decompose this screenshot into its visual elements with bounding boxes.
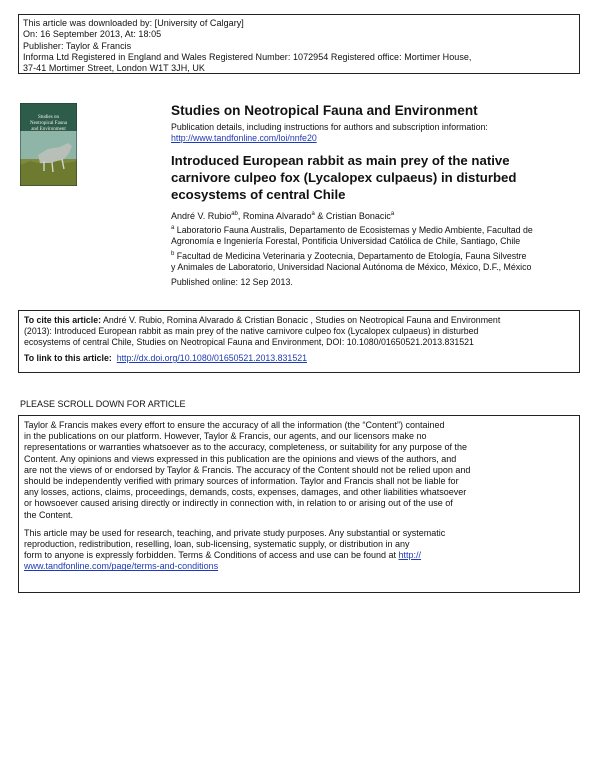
terms-line: This article may be used for research, teaching, and private study purposes. Any substantial or systematic [24,527,446,538]
download-notice-line: On: 16 September 2013, At: 18:05 [23,29,162,40]
author-affiliation-mark: ab [231,211,238,217]
publication-details-text: Publication details, including instructions for authors and subscription information: [171,122,488,132]
article-title-line: Introduced European rabbit as main prey of the native [171,153,510,168]
publication-details [171,122,488,144]
terms-line: form to anyone is expressly forbidden. Terms & Conditions of access and use can be found at [24,550,399,561]
download-notice-box [18,14,580,74]
journal-url-link[interactable]: http://www.tandfonline.com/loi/nnfe20 [171,133,317,143]
disclaimer-paragraph [24,420,574,521]
disclaimer-line: Taylor & Francis makes every effort to ensure the accuracy of all the information (the “Content”) contained [24,420,445,430]
author-affiliation-mark: a [311,211,315,217]
affiliation-text: Agronomía e Ingeniería Forestal, Pontificia Universidad Católica de Chile, Santiago, Chile [171,236,521,246]
article-title-line: ecosystems of central Chile [171,187,346,202]
author-separator: & [314,211,326,221]
affiliation-mark: b [171,251,175,257]
disclaimer-line: any losses, actions, claims, proceedings, demands, costs, expenses, damages, and other liabilities whatsoever [24,487,467,498]
disclaimer-line: or howsoever caused arising directly or indirectly in connection with, in relation to or arising out of the use of [24,498,453,509]
disclaimer-line: are not the views of or endorsed by Taylor & Francis. The accuracy of the Content should not be relied upon and [24,464,471,475]
cite-text: ecosystems of central Chile, Studies on Neotropical Fauna and Environment, DOI: 10.1080/01650521.2013.831521 [24,337,474,347]
cite-text: André V. Rubio, Romina Alvarado & Cristian Bonacic , Studies on Neotropical Fauna and Environment [101,315,501,325]
disclaimer-box [18,415,580,593]
download-notice-line: 37-41 Mortimer Street, London W1T 3JH, UK [23,63,205,74]
article-title [171,152,516,203]
disclaimer-line: in the publications on our platform. However, Taylor & Francis, our agents, and our licensors make no [24,431,427,442]
cover-title-line: and Environment [31,127,66,132]
affiliation-a [171,225,533,247]
author-list [171,211,394,222]
disclaimer-line: the Content. [24,509,74,520]
download-notice-line: Publisher: Taylor & Francis [23,40,132,51]
disclaimer-line: Content. Any opinions and views expressed in this publication are the opinions and views of the authors, and [24,453,457,464]
disclaimer-line: should be independently verified with primary sources of information. Taylor and Francis shall not be liable for [24,476,459,487]
affiliation-text: y Animales de Laboratorio, Universidad Nacional Autónoma de México, México, D.F., México [171,262,532,272]
scroll-notice: PLEASE SCROLL DOWN FOR ARTICLE [20,399,186,409]
affiliation-text: Facultad de Medicina Veterinaria y Zootecnia, Departamento de Etología, Fauna Silvestre [176,251,527,261]
cover-title-line: Studies on [38,115,59,120]
author-name: Cristian Bonacic [325,211,391,221]
author-affiliation-mark: a [390,211,395,217]
author-separator: , [237,211,243,221]
download-notice-line: This article was downloaded by: [University of Calgary] [23,18,244,28]
article-title-line: carnivore culpeo fox (Lycalopex culpaeus) in disturbed [171,170,517,185]
journal-cover-art [20,103,77,186]
journal-cover-image [20,103,77,186]
terms-link-part[interactable]: http:// [398,550,422,561]
affiliation-mark: a [171,225,175,231]
disclaimer-line: representations or warranties whatsoever as to the accuracy, completeness, or suitability for any purpose of the [24,442,468,453]
cite-label: To cite this article: [24,315,102,325]
affiliation-text: Laboratorio Fauna Australis, Departamento de Ecosistemas y Medio Ambiente, Facultad de [176,225,533,235]
cite-text: (2013): Introduced European rabbit as main prey of the native carnivore culpeo fox (Lycalopex culpaeus) in disturbed [24,326,479,336]
affiliation-b [171,251,531,273]
citation-box [18,310,580,373]
terms-link[interactable]: www.tandfonline.com/page/terms-and-conditions [24,561,219,572]
cover-title-line: Neotropical Fauna [29,121,68,126]
terms-paragraph [24,528,574,573]
download-notice-line: Informa Ltd Registered in England and Wales Registered Number: 1072954 Registered office: Mortimer House, [23,51,472,62]
link-label: To link to this article: [24,353,112,363]
published-date: Published online: 12 Sep 2013. [171,277,293,287]
author-name: Romina Alvarado [242,211,312,221]
terms-line: reproduction, redistribution, reselling, loan, sub-licensing, systematic supply, or distribution in any [24,539,410,550]
journal-title: Studies on Neotropical Fauna and Environment [171,103,478,118]
doi-link[interactable]: http://dx.doi.org/10.1080/01650521.2013.831521 [116,353,307,363]
author-name: André V. Rubio [171,211,232,221]
